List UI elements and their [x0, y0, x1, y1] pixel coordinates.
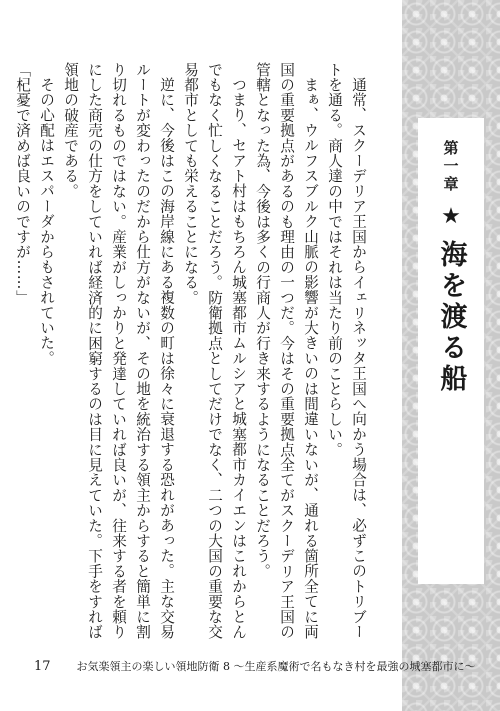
chapter-title: 海を渡る船 — [435, 240, 467, 395]
page-number: 17 — [34, 659, 51, 674]
body-text — [14, 62, 370, 647]
paragraph: 逆に、今後はこの海岸線にある複数の町は徐々に衰退する恐れがあった。主な交易ルートが変わったのだから仕方がないが、その地を統治する領主からすると簡単に割り切れるものではない。産業がしっかりと発達していれば良いが、往来する者を頼りにした商売の仕方をしていれば経済的に困窮するのは目に見えていた。下手をすれば領地の破産である。 — [62, 62, 175, 640]
page-footer — [34, 658, 476, 674]
paragraph: つまり、セアト村はもちろん城塞都市ムルシアと城塞都市カイエンはこれからとんでもなく忙しくなることだろう。防衛拠点としてだけでなく、二つの大国の重要な交易都市としても栄えることになる。 — [182, 62, 247, 640]
paragraph: まぁ、ウルフスブルク山脈の影響が大きいのは間違いないが、通れる箇所全てに両国の重要拠点があるのも理由の一つだ。今はその重要拠点全てがスクーデリア王国の管轄となった為、今後は多くの行商人が行き来するようになることだろう。 — [254, 62, 319, 640]
running-title: お気楽領主の楽しい領地防衛 8 ～生産系魔術で名もなき村を最強の城塞都市に～ — [76, 660, 476, 673]
paragraph: 通常、スクーデリア王国からイェリネッタ王国へ向かう場合は、必ずこのトリブートを通る。商人達の中ではそれは当たり前のことらしい。 — [326, 62, 367, 639]
chapter-heading-panel — [418, 118, 484, 584]
paragraph: その心配はエスパーダからもされていた。 — [38, 76, 55, 366]
dialogue-line: 「杞憂で済めば良いのですが……」 — [14, 62, 31, 306]
chapter-sidebar — [402, 0, 500, 711]
chapter-number: 第一章 — [441, 140, 460, 194]
star-icon: ★ — [441, 204, 461, 229]
